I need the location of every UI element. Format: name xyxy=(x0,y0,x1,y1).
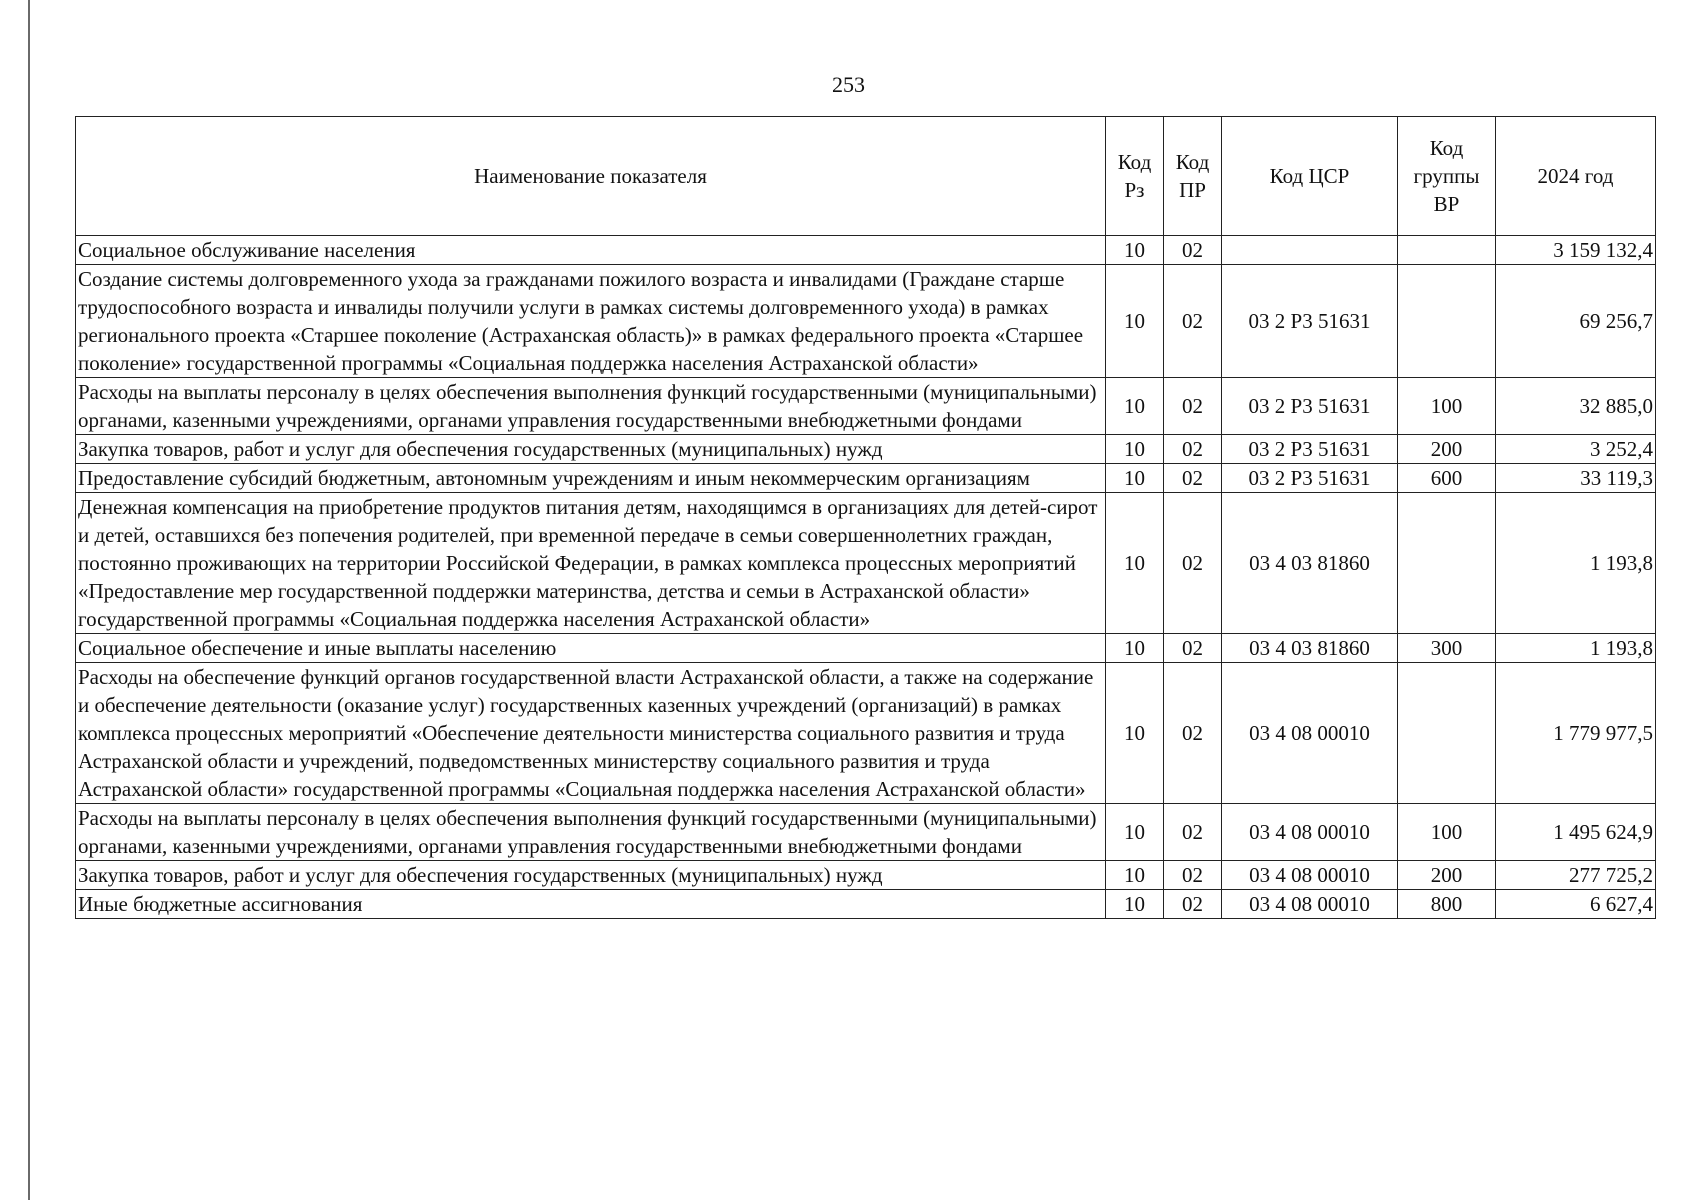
row-name: Денежная компенсация на приобретение продуктов питания детям, находящимся в организациях для детей-сирот и детей, оставшихся без попечения родителей, при временной передаче в семьи совершеннолетних граждан, постоянно проживающих на территории Российской Федерации, в рамках комплекса процессных мероприятий «Предоставление мер государственной поддержки материнства, детства и семьи в Астраханской области» государственной программы «Социальная поддержка населения Астраханской области» xyxy=(76,493,1106,634)
header-csr: Код ЦСР xyxy=(1222,117,1398,236)
row-csr: 03 4 08 00010 xyxy=(1222,804,1398,861)
row-name: Расходы на выплаты персоналу в целях обеспечения выполнения функций государственными (муниципальными) органами, казенными учреждениями, органами управления государственными внебюджетными фондами xyxy=(76,378,1106,435)
header-rz: Код Рз xyxy=(1106,117,1164,236)
header-name: Наименование показателя xyxy=(76,117,1106,236)
row-name: Иные бюджетные ассигнования xyxy=(76,890,1106,919)
row-vr xyxy=(1398,663,1496,804)
row-pr: 02 xyxy=(1164,464,1222,493)
row-name: Социальное обслуживание населения xyxy=(76,236,1106,265)
header-pr: Код ПР xyxy=(1164,117,1222,236)
table-row xyxy=(76,435,1656,464)
row-amount: 1 193,8 xyxy=(1496,634,1656,663)
row-amount: 6 627,4 xyxy=(1496,890,1656,919)
row-vr xyxy=(1398,236,1496,265)
row-name: Закупка товаров, работ и услуг для обеспечения государственных (муниципальных) нужд xyxy=(76,861,1106,890)
row-vr: 800 xyxy=(1398,890,1496,919)
row-rz: 10 xyxy=(1106,378,1164,435)
table-row xyxy=(76,464,1656,493)
row-name: Социальное обеспечение и иные выплаты населению xyxy=(76,634,1106,663)
row-pr: 02 xyxy=(1164,378,1222,435)
table-row xyxy=(76,493,1656,634)
row-csr: 03 4 03 81860 xyxy=(1222,634,1398,663)
row-csr: 03 2 Р3 51631 xyxy=(1222,378,1398,435)
row-vr: 200 xyxy=(1398,861,1496,890)
row-name: Предоставление субсидий бюджетным, автономным учреждениям и иным некоммерческим организациям xyxy=(76,464,1106,493)
row-amount: 33 119,3 xyxy=(1496,464,1656,493)
row-rz: 10 xyxy=(1106,435,1164,464)
table-row xyxy=(76,378,1656,435)
table-header-row xyxy=(76,117,1656,236)
row-amount: 69 256,7 xyxy=(1496,265,1656,378)
header-year: 2024 год xyxy=(1496,117,1656,236)
row-csr: 03 2 Р3 51631 xyxy=(1222,265,1398,378)
row-csr: 03 2 Р3 51631 xyxy=(1222,435,1398,464)
row-vr xyxy=(1398,265,1496,378)
row-vr: 200 xyxy=(1398,435,1496,464)
table-row xyxy=(76,265,1656,378)
row-vr xyxy=(1398,493,1496,634)
row-rz: 10 xyxy=(1106,634,1164,663)
row-amount: 1 779 977,5 xyxy=(1496,663,1656,804)
row-vr: 100 xyxy=(1398,378,1496,435)
row-rz: 10 xyxy=(1106,493,1164,634)
scan-edge-line xyxy=(28,0,30,1200)
row-amount: 277 725,2 xyxy=(1496,861,1656,890)
header-vr: Код группы ВР xyxy=(1398,117,1496,236)
row-pr: 02 xyxy=(1164,890,1222,919)
table-row xyxy=(76,890,1656,919)
table-row xyxy=(76,804,1656,861)
row-pr: 02 xyxy=(1164,435,1222,464)
row-rz: 10 xyxy=(1106,236,1164,265)
row-pr: 02 xyxy=(1164,236,1222,265)
row-name: Расходы на обеспечение функций органов государственной власти Астраханской области, а также на содержание и обеспечение деятельности (оказание услуг) государственных казенных учреждений (организаций) в рамках комплекса процессных мероприятий «Обеспечение деятельности министерства социального развития и труда Астраханской области и учреждений, подведомственных министерству социального развития и труда Астраханской области» государственной программы «Социальная поддержка населения Астраханской области» xyxy=(76,663,1106,804)
row-pr: 02 xyxy=(1164,804,1222,861)
row-pr: 02 xyxy=(1164,861,1222,890)
page-number: 253 xyxy=(832,72,865,97)
table-row xyxy=(76,236,1656,265)
row-name: Создание системы долговременного ухода за гражданами пожилого возраста и инвалидами (Граждане старше трудоспособного возраста и инвалиды получили услуги в рамках системы долговременного ухода) в рамках регионального проекта «Старшее поколение (Астраханская область)» в рамках федерального проекта «Старшее поколение» государственной программы «Социальная поддержка населения Астраханской области» xyxy=(76,265,1106,378)
row-csr: 03 4 08 00010 xyxy=(1222,861,1398,890)
row-csr: 03 4 08 00010 xyxy=(1222,890,1398,919)
row-amount: 3 252,4 xyxy=(1496,435,1656,464)
row-pr: 02 xyxy=(1164,493,1222,634)
row-pr: 02 xyxy=(1164,265,1222,378)
table-row xyxy=(76,663,1656,804)
row-csr: 03 2 Р3 51631 xyxy=(1222,464,1398,493)
row-csr: 03 4 08 00010 xyxy=(1222,663,1398,804)
row-amount: 3 159 132,4 xyxy=(1496,236,1656,265)
row-rz: 10 xyxy=(1106,464,1164,493)
row-vr: 100 xyxy=(1398,804,1496,861)
row-rz: 10 xyxy=(1106,663,1164,804)
row-rz: 10 xyxy=(1106,861,1164,890)
row-rz: 10 xyxy=(1106,265,1164,378)
row-amount: 32 885,0 xyxy=(1496,378,1656,435)
table-row xyxy=(76,634,1656,663)
row-pr: 02 xyxy=(1164,663,1222,804)
row-vr: 300 xyxy=(1398,634,1496,663)
row-amount: 1 193,8 xyxy=(1496,493,1656,634)
row-amount: 1 495 624,9 xyxy=(1496,804,1656,861)
budget-table xyxy=(75,116,1656,919)
row-rz: 10 xyxy=(1106,890,1164,919)
row-csr: 03 4 03 81860 xyxy=(1222,493,1398,634)
row-rz: 10 xyxy=(1106,804,1164,861)
row-csr xyxy=(1222,236,1398,265)
row-name: Закупка товаров, работ и услуг для обеспечения государственных (муниципальных) нужд xyxy=(76,435,1106,464)
row-vr: 600 xyxy=(1398,464,1496,493)
table-row xyxy=(76,861,1656,890)
row-name: Расходы на выплаты персоналу в целях обеспечения выполнения функций государственными (муниципальными) органами, казенными учреждениями, органами управления государственными внебюджетными фондами xyxy=(76,804,1106,861)
row-pr: 02 xyxy=(1164,634,1222,663)
